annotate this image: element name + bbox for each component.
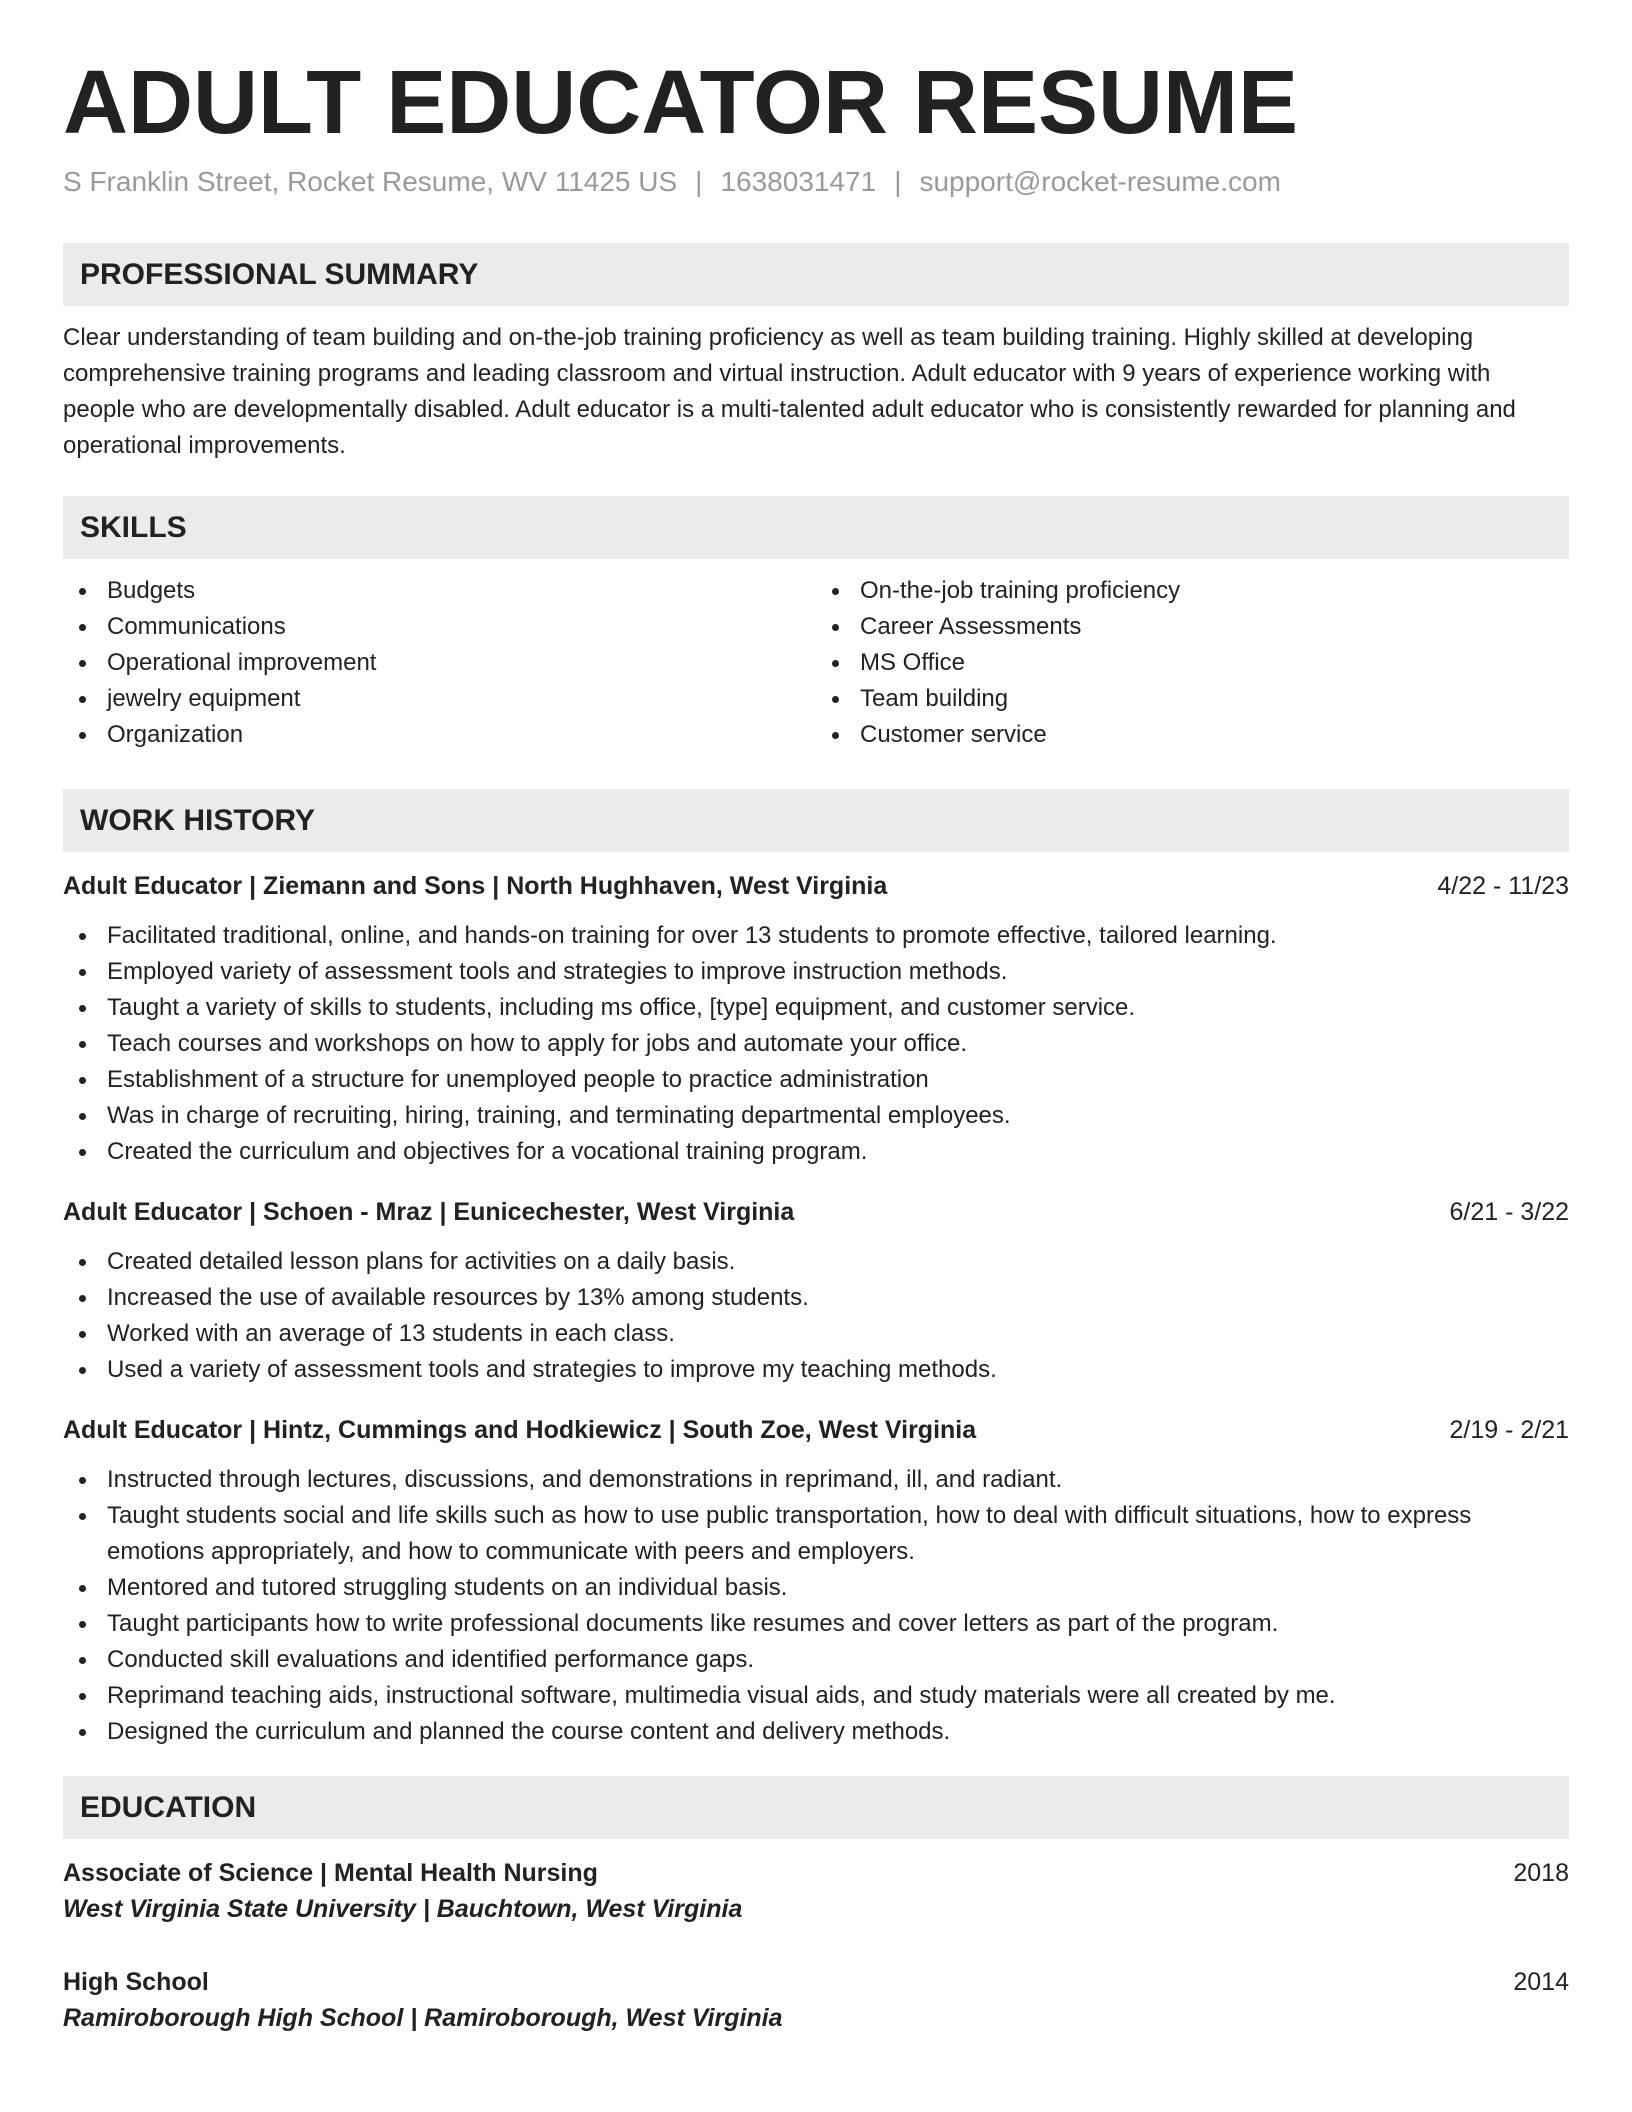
education-year: 2014 [1513, 1968, 1569, 1997]
job-title: Adult Educator | Ziemann and Sons | North Hughhaven, West Virginia [63, 872, 888, 901]
job-bullet: Facilitated traditional, online, and hands-on training for over 13 students to promote effective, tailored learning. [63, 918, 1569, 954]
job-bullet: Instructed through lectures, discussions, and demonstrations in reprimand, ill, and radiant. [63, 1462, 1569, 1498]
job-header [63, 868, 1569, 904]
section-heading-skills: SKILLS [63, 496, 1569, 559]
job-bullet: Mentored and tutored struggling students on an individual basis. [63, 1570, 1569, 1606]
job-dates: 4/22 - 11/23 [1437, 872, 1569, 901]
summary-text: Clear understanding of team building and on-the-job training proficiency as well as team building training. Highly skilled at developing comprehensive training programs and leading classroom and virtual instruction. Adult educator with 9 years of experience working with people who are developmentally disabled. Adult educator is a multi-talented adult educator who is consistently rewarded for planning and operational improvements. [63, 324, 1516, 460]
job-bullet: Worked with an average of 13 students in each class. [63, 1316, 1569, 1352]
education-year: 2018 [1513, 1859, 1569, 1888]
job-bullet: Created detailed lesson plans for activities on a daily basis. [63, 1244, 1569, 1280]
skills-grid [63, 573, 1569, 753]
education-school: West Virginia State University | Bauchtown, West Virginia [63, 1895, 743, 1924]
job-dates: 2/19 - 2/21 [1449, 1416, 1569, 1445]
job-bullet: Conducted skill evaluations and identified performance gaps. [63, 1642, 1569, 1678]
skill-item: Operational improvement [63, 645, 816, 681]
job-title: Adult Educator | Hintz, Cummings and Hodkiewicz | South Zoe, West Virginia [63, 1416, 977, 1445]
job-bullets [63, 1244, 1569, 1388]
contact-separator: | [695, 165, 703, 197]
skill-item: Customer service [816, 717, 1569, 753]
job-entry [63, 1412, 1569, 1750]
job-header [63, 1194, 1569, 1230]
job-bullets [63, 918, 1569, 1170]
section-heading-education: EDUCATION [63, 1776, 1569, 1839]
contact-email[interactable]: support@rocket-resume.com [919, 165, 1281, 197]
job-bullet: Increased the use of available resources by 13% among students. [63, 1280, 1569, 1316]
education-entry [63, 1855, 1569, 1927]
section-heading-summary: PROFESSIONAL SUMMARY [63, 243, 1569, 306]
education-header [63, 1964, 1569, 2000]
skill-item: Career Assessments [816, 609, 1569, 645]
job-bullet: Employed variety of assessment tools and strategies to improve instruction methods. [63, 954, 1569, 990]
job-bullet: Teach courses and workshops on how to apply for jobs and automate your office. [63, 1026, 1569, 1062]
skill-item: MS Office [816, 645, 1569, 681]
job-bullets [63, 1462, 1569, 1750]
skill-item: On-the-job training proficiency [816, 573, 1569, 609]
resume-title: ADULT EDUCATOR RESUME [63, 53, 1298, 153]
contact-address: S Franklin Street, Rocket Resume, WV 11425 US [63, 165, 678, 197]
education-header [63, 1855, 1569, 1891]
job-bullet: Designed the curriculum and planned the course content and delivery methods. [63, 1714, 1569, 1750]
skill-item: Team building [816, 681, 1569, 717]
job-title: Adult Educator | Schoen - Mraz | Eunicechester, West Virginia [63, 1198, 795, 1227]
education-entry [63, 1964, 1569, 2036]
job-bullet: Reprimand teaching aids, instructional software, multimedia visual aids, and study materials were all created by me. [63, 1678, 1569, 1714]
education-school: Ramiroborough High School | Ramiroborough, West Virginia [63, 2004, 783, 2033]
education-degree: Associate of Science | Mental Health Nursing [63, 1859, 598, 1888]
skill-item: Communications [63, 609, 816, 645]
job-bullet: Created the curriculum and objectives for a vocational training program. [63, 1134, 1569, 1170]
skill-item: Organization [63, 717, 816, 753]
job-header [63, 1412, 1569, 1448]
skill-item: Budgets [63, 573, 816, 609]
contact-separator: | [894, 165, 902, 197]
contact-line [63, 165, 1569, 199]
section-heading-work-history: WORK HISTORY [63, 789, 1569, 852]
job-bullet: Was in charge of recruiting, hiring, training, and terminating departmental employees. [63, 1098, 1569, 1134]
job-bullet: Used a variety of assessment tools and strategies to improve my teaching methods. [63, 1352, 1569, 1388]
job-bullet: Taught participants how to write professional documents like resumes and cover letters as part of the program. [63, 1606, 1569, 1642]
job-bullet: Establishment of a structure for unemployed people to practice administration [63, 1062, 1569, 1098]
skills-column-left [63, 573, 816, 753]
job-dates: 6/21 - 3/22 [1449, 1198, 1569, 1227]
job-entry [63, 868, 1569, 1170]
skills-column-right [816, 573, 1569, 753]
education-degree: High School [63, 1968, 209, 1997]
skill-item: jewelry equipment [63, 681, 816, 717]
job-bullet: Taught a variety of skills to students, including ms office, [type] equipment, and customer service. [63, 990, 1569, 1026]
job-entry [63, 1194, 1569, 1388]
contact-phone: 1638031471 [720, 165, 877, 197]
job-bullet: Taught students social and life skills such as how to use public transportation, how to deal with difficult situations, how to express emotions appropriately, and how to communicate with peers and employers. [63, 1498, 1569, 1570]
